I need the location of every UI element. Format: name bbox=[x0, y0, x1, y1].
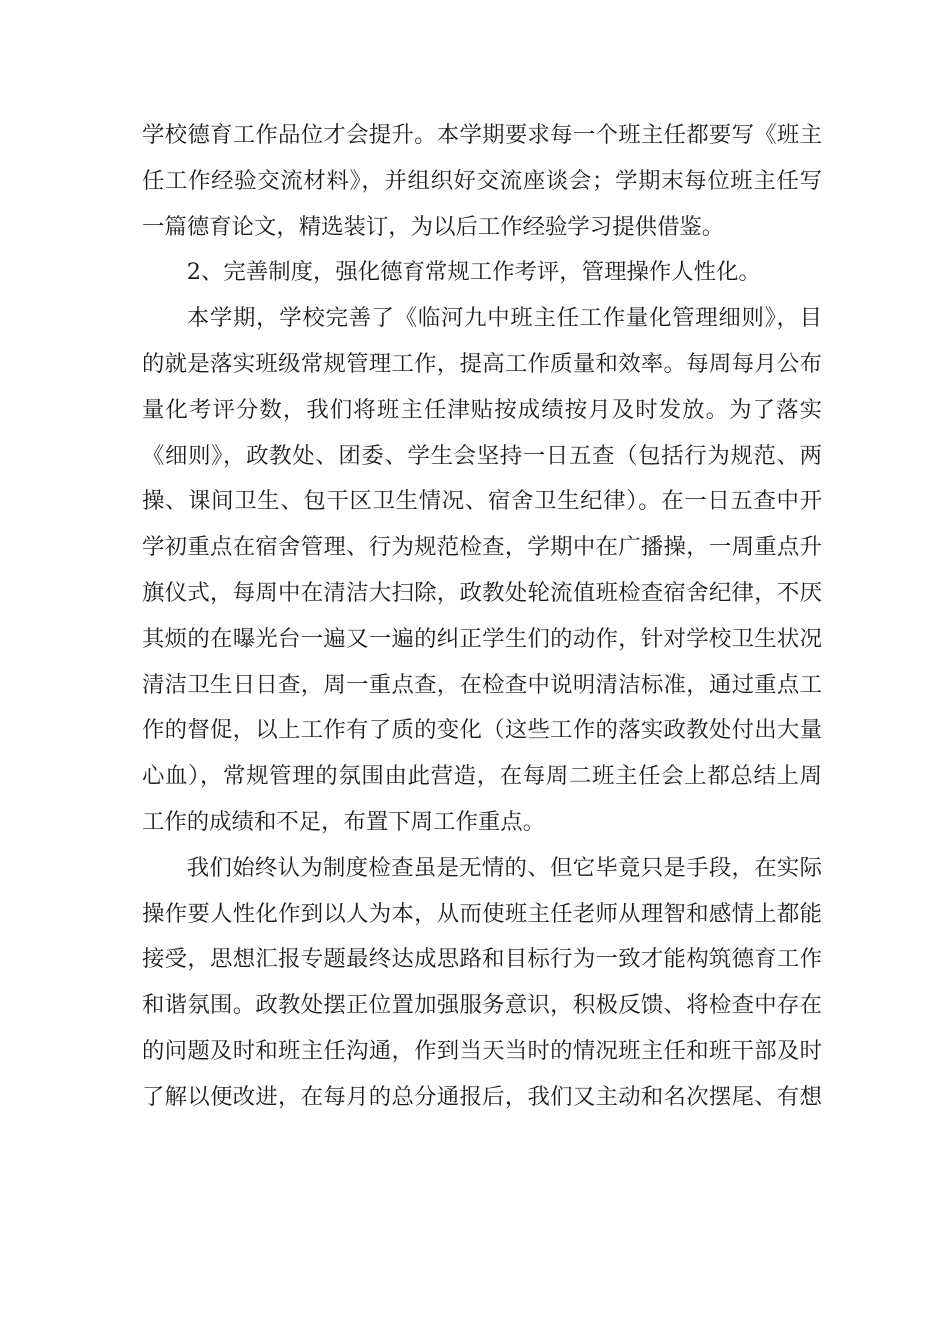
text-line: 《细则》，政教处、团委、学生会坚持一日五查（包括行为规范、两 bbox=[142, 442, 822, 469]
text-line: 一篇德育论文，精选装订，为以后工作经验学习提供借鉴。 bbox=[142, 213, 725, 240]
text-line: 操、课间卫生、包干区卫生情况、宿舍卫生纪律）。在一日五查中开 bbox=[142, 488, 822, 515]
text-line: 心血），常规管理的氛围由此营造，在每周二班主任会上都总结上周 bbox=[142, 763, 822, 790]
text-line: 学校德育工作品位才会提升。本学期要求每一个班主任都要写《班主 bbox=[142, 122, 822, 148]
text-line: 任工作经验交流材料》，并组织好交流座谈会；学期末每位班主任写 bbox=[142, 167, 822, 194]
text-line: 和谐氛围。政教处摆正位置加强服务意识，积极反馈、将检查中存在 bbox=[142, 992, 822, 1019]
text-line: 学初重点在宿舍管理、行为规范检查，学期中在广播操，一周重点升 bbox=[142, 534, 822, 561]
text-line: 工作的成绩和不足，布置下周工作重点。 bbox=[142, 808, 546, 835]
section-heading: 2、完善制度，强化德育常规工作考评，管理操作人性化。 bbox=[186, 259, 761, 286]
text-line: 了解以便改进，在每月的总分通报后，我们又主动和名次摆尾、有想 bbox=[142, 1083, 822, 1110]
text-line: 其烦的在曝光台一遍又一遍的纠正学生们的动作，针对学校卫生状况 bbox=[142, 625, 822, 652]
text-line: 量化考评分数，我们将班主任津贴按成绩按月及时发放。为了落实 bbox=[142, 396, 822, 423]
text-line: 旗仪式，每周中在清洁大扫除，政教处轮流值班检查宿舍纪律，不厌 bbox=[142, 579, 822, 606]
text-line: 的问题及时和班主任沟通，作到当天当时的情况班主任和班干部及时 bbox=[142, 1037, 822, 1064]
text-line: 作的督促，以上工作有了质的变化（这些工作的落实政教处付出大量 bbox=[142, 717, 822, 744]
body-text bbox=[142, 113, 822, 1121]
text-line: 本学期，学校完善了《临河九中班主任工作量化管理细则》，目 bbox=[186, 305, 822, 332]
text-line: 我们始终认为制度检查虽是无情的、但它毕竟只是手段，在实际 bbox=[186, 854, 822, 881]
text-line: 接受，思想汇报专题最终达成思路和目标行为一致才能构筑德育工作 bbox=[142, 946, 822, 973]
text-line: 的就是落实班级常规管理工作，提高工作质量和效率。每周每月公布 bbox=[142, 350, 822, 377]
text-line: 操作要人性化作到以人为本，从而使班主任老师从理智和感情上都能 bbox=[142, 900, 822, 927]
text-line: 清洁卫生日日查，周一重点查，在检查中说明清洁标准，通过重点工 bbox=[142, 671, 822, 698]
